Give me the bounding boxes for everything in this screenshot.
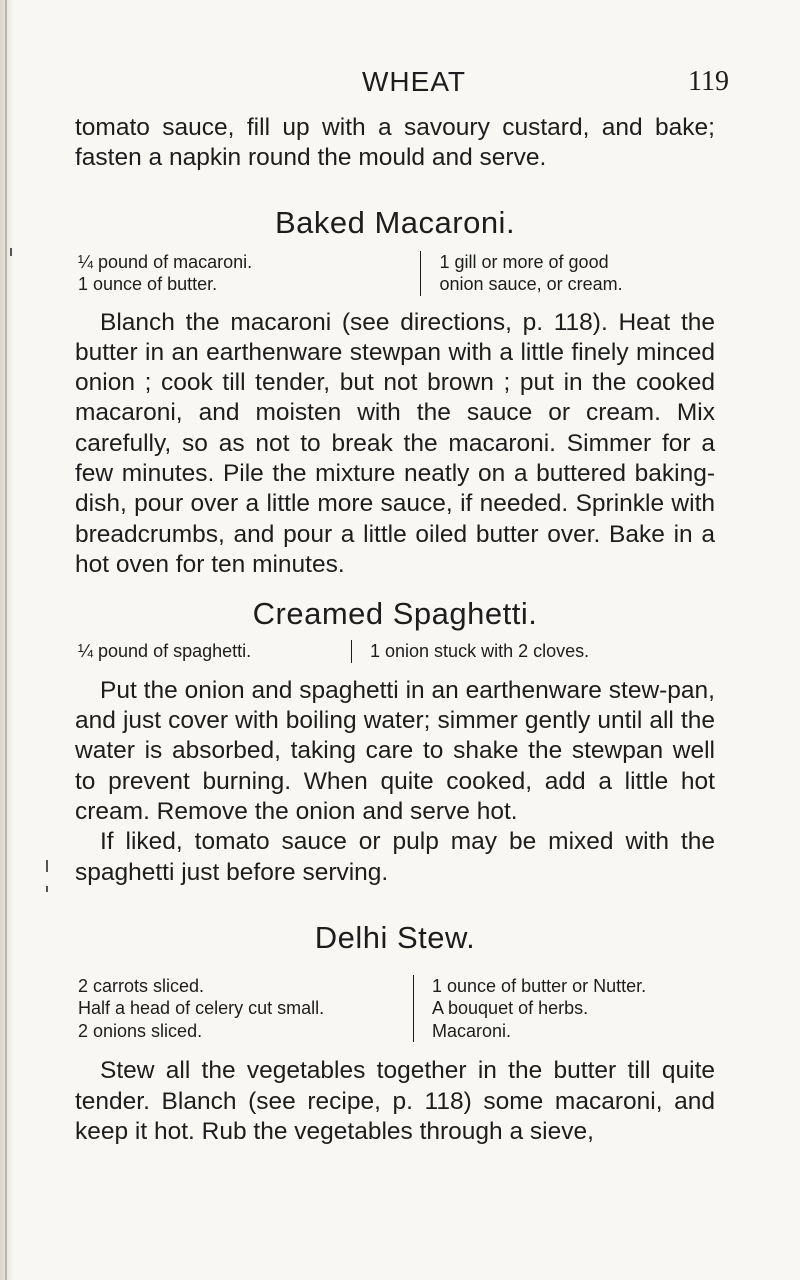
ingredient-line: 1 gill or more of good [439, 251, 609, 272]
ingredients-delhi-stew [75, 975, 715, 1043]
recipe-paragraph: Put the onion and spaghetti in an earthenware stew-pan, and just cover with boiling water; simmer gently until all the water is absorbed, taking care to shake the stewpan well to prevent burning. When quite cooked, add a little hot cream. Remove the onion and serve hot. [75, 676, 715, 825]
recipe-paragraph: Blanch the macaroni (see directions, p. 118). Heat the butter in an earthenware stewpan with a little finely minced onion ; cook till tender, but not brown ; put in the cooked macaroni, and moisten with the sauce or cream. Mix carefully, so as not to break the macaroni. Simmer for a few minutes. Pile the mixture neatly on a buttered baking-dish, pour over a little more sauce, if needed. Sprinkle with breadcrumbs, and pour a little oiled butter over. Bake in a hot oven for ten minutes. [75, 308, 715, 578]
ingredient-line: Half a head of celery cut small. [78, 998, 325, 1019]
recipe-title-creamed-spaghetti: Creamed Spaghetti. [252, 596, 538, 632]
page-number: 119 [688, 66, 729, 97]
ingredients-column-right [351, 640, 715, 663]
recipe-paragraph: If liked, tomato sauce or pulp may be mixed with the spaghetti just before serving. [75, 828, 715, 886]
ingredients-column-left [75, 975, 413, 1043]
ingredient-line: ¼ pound of spaghetti. [78, 641, 252, 662]
ingredients-column-left [75, 640, 351, 663]
ingredient-line: ¼ pound of macaroni. [78, 251, 253, 272]
page-binding-edge [5, 0, 7, 1280]
ingredient-line: A bouquet of herbs. [432, 998, 589, 1019]
page-header [0, 66, 800, 106]
running-head: WHEAT [362, 66, 467, 97]
ingredients-column-right [420, 251, 716, 296]
ingredient-line: onion sauce, or cream. [439, 274, 623, 295]
ingredient-line: 1 ounce of butter. [78, 274, 218, 295]
page-binding-shadow [0, 0, 14, 1280]
recipe-title-delhi-stew: Delhi Stew. [314, 919, 476, 955]
ingredient-line: 1 ounce of butter or Nutter. [432, 975, 647, 996]
opening-paragraph: tomato sauce, fill up with a savoury custard, and bake; fasten a napkin round the mould and serve. [75, 114, 715, 172]
recipe-title-baked-macaroni: Baked Macaroni. [274, 204, 516, 240]
ingredients-column-left [75, 251, 373, 296]
ingredient-line: 1 onion stuck with 2 cloves. [370, 641, 590, 662]
ingredient-line: Macaroni. [432, 1020, 512, 1041]
margin-mark [10, 248, 12, 256]
ingredients-baked-macaroni [75, 251, 715, 296]
recipe-paragraph: Stew all the vegetables together in the butter till quite tender. Blanch (see recipe, p. 118) some macaroni, and keep it hot. Rub the vegetables through a sieve, [75, 1057, 715, 1145]
ingredient-line: 2 onions sliced. [78, 1020, 203, 1041]
margin-mark [46, 860, 48, 872]
ingredient-line: 2 carrots sliced. [78, 975, 205, 996]
page-body [75, 113, 715, 1147]
ingredients-creamed-spaghetti [75, 640, 715, 663]
margin-mark [46, 886, 48, 892]
ingredients-column-right [413, 975, 715, 1043]
